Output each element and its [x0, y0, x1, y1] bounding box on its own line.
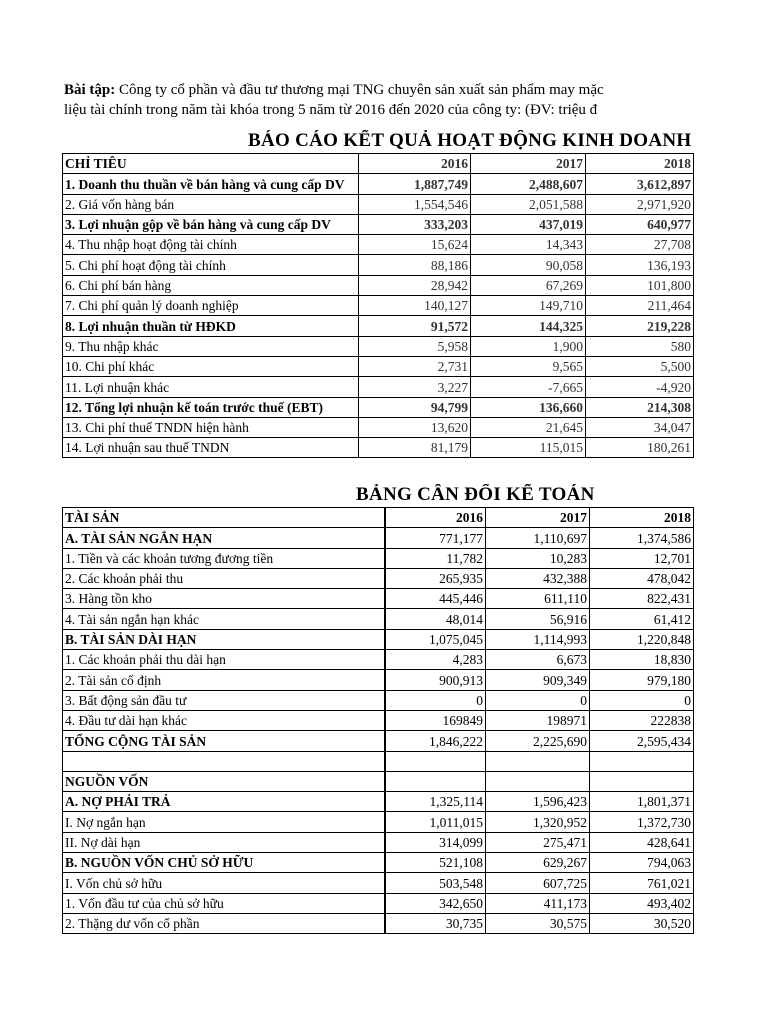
cell-2018: 12,701 [590, 548, 694, 568]
row-label: I. Nợ ngắn hạn [63, 812, 385, 832]
cell-2018: 1,801,371 [590, 792, 694, 812]
cell-2016: 265,935 [385, 568, 486, 588]
header-year: 2017 [471, 154, 586, 174]
row-label: 4. Tài sản ngắn hạn khác [63, 609, 385, 629]
table-row [63, 417, 694, 437]
table-row [63, 528, 694, 548]
table-row [63, 214, 694, 234]
cell-2016: 1,554,546 [359, 194, 471, 214]
cell-2017: 607,725 [486, 873, 590, 893]
cell-2018: 428,641 [590, 832, 694, 852]
cell-2017: 149,710 [471, 296, 586, 316]
cell-2016: 88,186 [359, 255, 471, 275]
cell-2017: 1,900 [471, 336, 586, 356]
cell-2018: 761,021 [590, 873, 694, 893]
cell-2016: 169849 [385, 710, 486, 730]
table-row [63, 893, 694, 913]
cell-2016: 91,572 [359, 316, 471, 336]
cell-2016: 342,650 [385, 893, 486, 913]
cell-2016: 3,227 [359, 377, 471, 397]
cell-2016: 0 [385, 690, 486, 710]
cell-2017: 411,173 [486, 893, 590, 913]
row-label: 3. Bất động sản đầu tư [63, 690, 385, 710]
cell-2017: 2,051,588 [471, 194, 586, 214]
cell-2017: 275,471 [486, 832, 590, 852]
cell-2016: 15,624 [359, 235, 471, 255]
row-label: I. Vốn chủ sở hữu [63, 873, 385, 893]
table-row [63, 548, 694, 568]
cell-2018: 5,500 [586, 356, 694, 376]
cell-2017: 909,349 [486, 670, 590, 690]
table-row [63, 438, 694, 458]
row-label: 13. Chi phí thuế TNDN hiện hành [63, 417, 359, 437]
cell-2016: 1,075,045 [385, 629, 486, 649]
cell-2018: 1,374,586 [590, 528, 694, 548]
cell-2017: 136,660 [471, 397, 586, 417]
cell-2016: 140,127 [359, 296, 471, 316]
table-row [63, 275, 694, 295]
cell-2016: 333,203 [359, 214, 471, 234]
row-label: 1. Doanh thu thuần về bán hàng và cung cấp DV [63, 174, 359, 194]
cell-2016 [385, 771, 486, 791]
cell-2016: 81,179 [359, 438, 471, 458]
cell-2016 [385, 751, 486, 771]
exercise-intro [64, 80, 764, 120]
cell-2018: 211,464 [586, 296, 694, 316]
row-label: 3. Lợi nhuận gộp về bán hàng và cung cấp DV [63, 214, 359, 234]
row-label: 1. Các khoản phải thu dài hạn [63, 650, 385, 670]
cell-2017: 21,645 [471, 417, 586, 437]
row-label: A. TÀI SẢN NGẮN HẠN [63, 528, 385, 548]
cell-2018: 180,261 [586, 438, 694, 458]
table-row [63, 174, 694, 194]
cell-2017: 629,267 [486, 853, 590, 873]
row-label: 9. Thu nhập khác [63, 336, 359, 356]
cell-2017: 1,114,993 [486, 629, 590, 649]
cell-2018: 34,047 [586, 417, 694, 437]
table-row [63, 356, 694, 376]
row-label: 3. Hàng tồn kho [63, 589, 385, 609]
balance-sheet-title: BẢNG CÂN ĐỐI KẾ TOÁN [356, 484, 595, 505]
cell-2017: -7,665 [471, 377, 586, 397]
income-statement-table [62, 153, 694, 458]
table-row [63, 629, 694, 649]
table-row [63, 832, 694, 852]
cell-2018: 794,063 [590, 853, 694, 873]
exercise-label: Bài tập: [64, 82, 116, 98]
table-row [63, 609, 694, 629]
cell-2018: 101,800 [586, 275, 694, 295]
cell-2017: 14,343 [471, 235, 586, 255]
cell-2016: 94,799 [359, 397, 471, 417]
cell-2018: 1,220,848 [590, 629, 694, 649]
balance-sheet-table [62, 507, 694, 934]
cell-2017: 437,019 [471, 214, 586, 234]
row-label: 4. Đầu tư dài hạn khác [63, 710, 385, 730]
row-label: 2. Các khoản phải thu [63, 568, 385, 588]
row-label: 6. Chi phí bán hàng [63, 275, 359, 295]
cell-2016: 1,887,749 [359, 174, 471, 194]
table-row [63, 316, 694, 336]
cell-2016: 503,548 [385, 873, 486, 893]
row-label: B. NGUỒN VỐN CHỦ SỞ HỮU [63, 853, 385, 873]
table-row [63, 377, 694, 397]
cell-2016: 1,011,015 [385, 812, 486, 832]
row-label [63, 751, 385, 771]
cell-2017: 144,325 [471, 316, 586, 336]
cell-2018: 214,308 [586, 397, 694, 417]
cell-2016: 28,942 [359, 275, 471, 295]
table-row [63, 235, 694, 255]
cell-2016: 4,283 [385, 650, 486, 670]
cell-2016: 521,108 [385, 853, 486, 873]
table-row [63, 873, 694, 893]
table-row [63, 255, 694, 275]
cell-2018: 2,971,920 [586, 194, 694, 214]
table-row [63, 853, 694, 873]
row-label: 7. Chi phí quản lý doanh nghiệp [63, 296, 359, 316]
row-label: II. Nợ dài hạn [63, 832, 385, 852]
row-label: 14. Lợi nhuận sau thuế TNDN [63, 438, 359, 458]
cell-2016: 13,620 [359, 417, 471, 437]
cell-2016: 771,177 [385, 528, 486, 548]
cell-2017: 198971 [486, 710, 590, 730]
row-label: 10. Chi phí khác [63, 356, 359, 376]
table-header-row [63, 154, 694, 174]
row-label: A. NỢ PHẢI TRẢ [63, 792, 385, 812]
cell-2018: 219,228 [586, 316, 694, 336]
cell-2018: 478,042 [590, 568, 694, 588]
table-row [63, 710, 694, 730]
table-row [63, 690, 694, 710]
table-row [63, 731, 694, 751]
cell-2017: 2,225,690 [486, 731, 590, 751]
table-row [63, 589, 694, 609]
cell-2018: 3,612,897 [586, 174, 694, 194]
table-row [63, 670, 694, 690]
row-label: 1. Tiền và các khoản tương đương tiền [63, 548, 385, 568]
table-row [63, 751, 694, 771]
header-year: 2018 [590, 508, 694, 528]
header-year: 2017 [486, 508, 590, 528]
cell-2018: 27,708 [586, 235, 694, 255]
cell-2017: 1,596,423 [486, 792, 590, 812]
cell-2018: -4,920 [586, 377, 694, 397]
cell-2016: 2,731 [359, 356, 471, 376]
cell-2016: 48,014 [385, 609, 486, 629]
cell-2018: 493,402 [590, 893, 694, 913]
table-row [63, 336, 694, 356]
cell-2018: 30,520 [590, 913, 694, 933]
cell-2017: 67,269 [471, 275, 586, 295]
row-label: 12. Tổng lợi nhuận kế toán trước thuế (EBT) [63, 397, 359, 417]
cell-2018: 2,595,434 [590, 731, 694, 751]
row-label: 4. Thu nhập hoạt động tài chính [63, 235, 359, 255]
cell-2017: 9,565 [471, 356, 586, 376]
table-row [63, 792, 694, 812]
row-label: 5. Chi phí hoạt động tài chính [63, 255, 359, 275]
table-row [63, 397, 694, 417]
cell-2017: 1,110,697 [486, 528, 590, 548]
cell-2018: 1,372,730 [590, 812, 694, 832]
table-row [63, 296, 694, 316]
row-label: 8. Lợi nhuận thuần từ HĐKD [63, 316, 359, 336]
header-year: 2016 [359, 154, 471, 174]
table-header-row [63, 508, 694, 528]
cell-2018: 640,977 [586, 214, 694, 234]
row-label: B. TÀI SẢN DÀI HẠN [63, 629, 385, 649]
cell-2018: 0 [590, 690, 694, 710]
cell-2018: 136,193 [586, 255, 694, 275]
cell-2017: 56,916 [486, 609, 590, 629]
header-year: 2016 [385, 508, 486, 528]
cell-2016: 314,099 [385, 832, 486, 852]
row-label: 1. Vốn đầu tư của chủ sở hữu [63, 893, 385, 913]
row-label: 2. Thặng dư vốn cổ phần [63, 913, 385, 933]
header-label: CHỈ TIÊU [63, 154, 359, 174]
cell-2018: 61,412 [590, 609, 694, 629]
cell-2018: 580 [586, 336, 694, 356]
cell-2017: 90,058 [471, 255, 586, 275]
row-label: 2. Tài sản cố định [63, 670, 385, 690]
cell-2018: 18,830 [590, 650, 694, 670]
cell-2017: 611,110 [486, 589, 590, 609]
cell-2016: 900,913 [385, 670, 486, 690]
cell-2017: 2,488,607 [471, 174, 586, 194]
cell-2016: 1,325,114 [385, 792, 486, 812]
cell-2017: 30,575 [486, 913, 590, 933]
cell-2017: 10,283 [486, 548, 590, 568]
header-label: TÀI SẢN [63, 508, 385, 528]
cell-2018: 822,431 [590, 589, 694, 609]
cell-2018 [590, 751, 694, 771]
table-row [63, 812, 694, 832]
cell-2017 [486, 771, 590, 791]
row-label: 11. Lợi nhuận khác [63, 377, 359, 397]
income-statement-title: BÁO CÁO KẾT QUẢ HOẠT ĐỘNG KINH DOANH [248, 130, 692, 151]
intro-line-1 [64, 80, 764, 100]
cell-2017 [486, 751, 590, 771]
cell-2016: 445,446 [385, 589, 486, 609]
table-row [63, 568, 694, 588]
cell-2018: 979,180 [590, 670, 694, 690]
row-label: TỔNG CỘNG TÀI SẢN [63, 731, 385, 751]
intro-text-1: Công ty cổ phần và đầu tư thương mại TNG chuyên sản xuất sản phẩm may mặc [115, 82, 604, 98]
cell-2017: 6,673 [486, 650, 590, 670]
cell-2016: 1,846,222 [385, 731, 486, 751]
header-year: 2018 [586, 154, 694, 174]
row-label: 2. Giá vốn hàng bán [63, 194, 359, 214]
table-row [63, 771, 694, 791]
row-label: NGUỒN VỐN [63, 771, 385, 791]
cell-2018: 222838 [590, 710, 694, 730]
cell-2017: 0 [486, 690, 590, 710]
cell-2016: 30,735 [385, 913, 486, 933]
cell-2016: 5,958 [359, 336, 471, 356]
cell-2018 [590, 771, 694, 791]
cell-2017: 115,015 [471, 438, 586, 458]
table-row [63, 913, 694, 933]
table-row [63, 194, 694, 214]
cell-2016: 11,782 [385, 548, 486, 568]
cell-2017: 1,320,952 [486, 812, 590, 832]
intro-line-2: liệu tài chính trong năm tài khóa trong 5 năm từ 2016 đến 2020 của công ty: (ĐV: triệu đ [64, 102, 598, 118]
cell-2017: 432,388 [486, 568, 590, 588]
table-row [63, 650, 694, 670]
